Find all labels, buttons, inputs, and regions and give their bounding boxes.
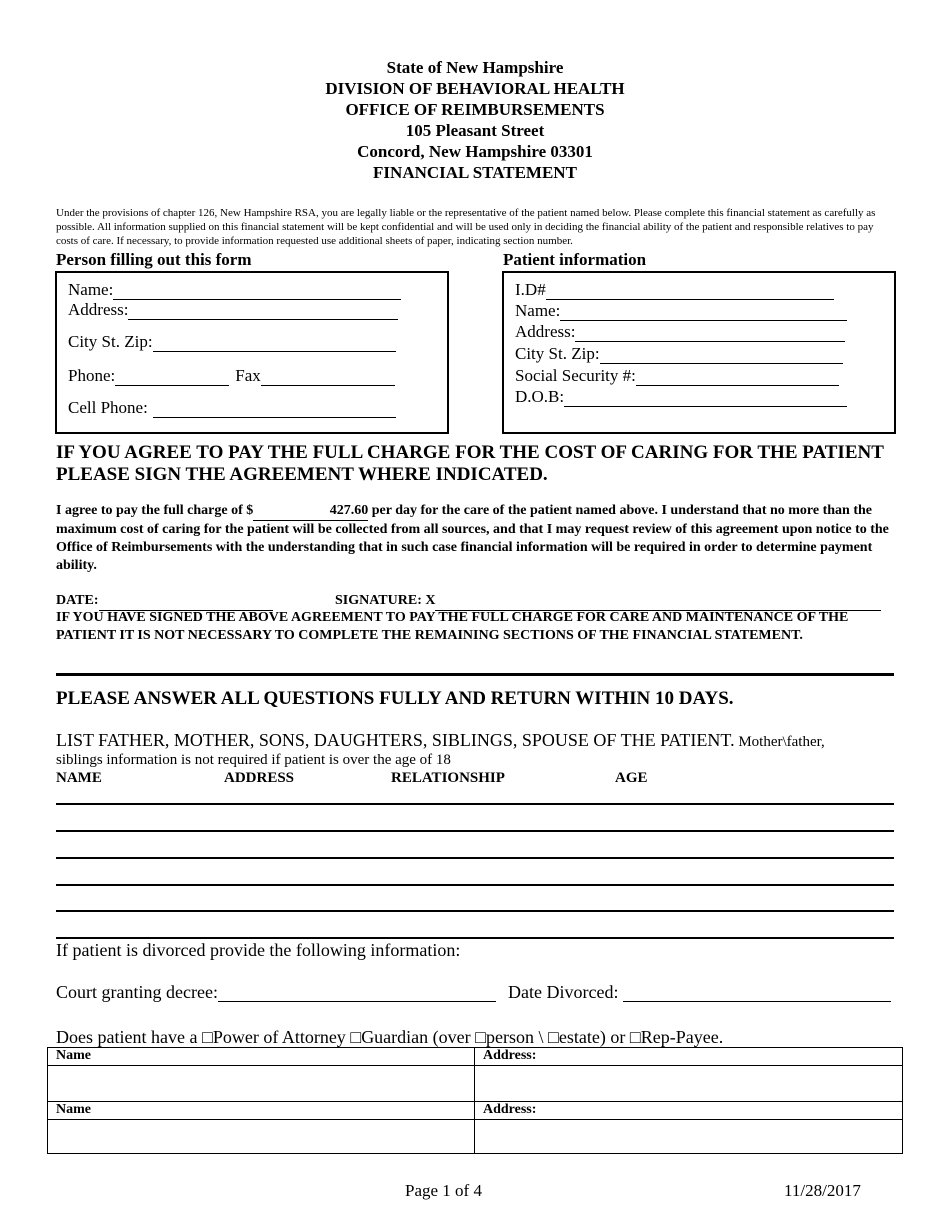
poa-name-cell-1[interactable] xyxy=(48,1066,475,1102)
person-cell-input[interactable] xyxy=(153,399,396,418)
poa-option-label: Power of Attorney xyxy=(212,1027,351,1047)
person-fax-label: Fax xyxy=(235,366,261,385)
estate-checkbox[interactable]: □ xyxy=(548,1027,559,1047)
divorce-intro: If patient is divorced provide the following information: xyxy=(56,940,461,960)
person-address-row xyxy=(68,300,398,320)
relative-row-line[interactable] xyxy=(56,910,894,912)
relative-row-line[interactable] xyxy=(56,857,894,859)
date-divorced-input[interactable] xyxy=(623,983,891,1002)
agreement-text-after: per day for the care of the patient named above. I understand that no more than the maximum cost of caring for the patient will be collected from all sources, and that I may request review of this agreement upon notice to the Office of Reimbursements with the understanding that in such case financial information will be required in order to determine payment ability. xyxy=(56,503,889,573)
poa-name-header-1: Name xyxy=(48,1048,475,1066)
patient-section-title: Patient information xyxy=(503,250,647,269)
patient-address-label: Address: xyxy=(515,322,576,341)
guardian-option-label: Guardian (over xyxy=(361,1027,476,1047)
daily-charge-amount: 427.60 xyxy=(253,502,368,521)
person-checkbox[interactable]: □ xyxy=(475,1027,487,1047)
person-fax-input[interactable] xyxy=(261,367,395,386)
agreement-text-before: I agree to pay the full charge of $ xyxy=(56,503,254,518)
date-label: DATE: xyxy=(56,593,99,608)
relative-row-line[interactable] xyxy=(56,884,894,886)
relative-row-line[interactable] xyxy=(56,937,894,939)
signature-row xyxy=(335,591,881,611)
poa-question-start: Does patient have a xyxy=(56,1027,202,1047)
person-cell-row xyxy=(68,398,396,418)
poa-table xyxy=(47,1047,903,1154)
rep-payee-checkbox[interactable]: □ xyxy=(629,1027,641,1047)
person-name-label: Name: xyxy=(68,280,114,299)
header-street: 105 Pleasant Street xyxy=(405,121,545,140)
person-city-input[interactable] xyxy=(153,333,396,352)
person-phone-row xyxy=(68,366,395,386)
poa-name-cell-2[interactable] xyxy=(48,1120,475,1154)
court-label: Court granting decree: xyxy=(56,982,218,1002)
poa-address-header-1: Address: xyxy=(475,1048,903,1066)
person-cell-label: Cell Phone: xyxy=(68,398,148,417)
poa-question xyxy=(56,1027,723,1048)
relatives-note-a: Mother\father, xyxy=(734,734,825,750)
patient-ssn-row xyxy=(515,366,839,386)
estate-option-label: estate) or xyxy=(558,1027,630,1047)
person-address-label: Address: xyxy=(68,300,129,319)
patient-address-row xyxy=(515,322,845,342)
patient-city-label: City St. Zip: xyxy=(515,344,600,363)
patient-dob-input[interactable] xyxy=(564,388,847,407)
section-divider xyxy=(56,673,894,676)
date-row xyxy=(56,591,273,611)
person-city-row xyxy=(68,332,396,352)
patient-city-input[interactable] xyxy=(600,345,843,364)
relatives-lead: LIST FATHER, MOTHER, SONS, DAUGHTERS, SIBLINGS, SPOUSE OF THE PATIENT. xyxy=(56,730,735,750)
agreement-text xyxy=(56,502,896,575)
court-input[interactable] xyxy=(218,983,496,1002)
person-address-input[interactable] xyxy=(128,301,398,320)
person-phone-label: Phone: xyxy=(68,366,116,385)
patient-dob-label: D.O.B: xyxy=(515,387,565,406)
patient-dob-row xyxy=(515,387,847,407)
patient-address-input[interactable] xyxy=(575,323,845,342)
document-title: FINANCIAL STATEMENT xyxy=(373,163,577,182)
person-section-title: Person filling out this form xyxy=(56,250,252,269)
poa-address-cell-1[interactable] xyxy=(475,1066,903,1102)
page-number: Page 1 of 4 xyxy=(405,1181,482,1200)
poa-checkbox[interactable]: □ xyxy=(201,1027,213,1047)
poa-address-header-2: Address: xyxy=(475,1102,903,1120)
patient-id-label: I.D# xyxy=(515,280,546,299)
agreement-heading: IF YOU AGREE TO PAY THE FULL CHARGE FOR THE COST OF CARING FOR THE PATIENT PLEASE SIGN THE AGREEMENT WHERE INDICATED. xyxy=(56,442,884,485)
header-state: State of New Hampshire xyxy=(386,58,564,77)
person-name-input[interactable] xyxy=(113,281,401,300)
patient-name-input[interactable] xyxy=(560,302,847,321)
patient-ssn-label: Social Security #: xyxy=(515,366,636,385)
rep-payee-option-label: Rep-Payee. xyxy=(640,1027,724,1047)
relatives-instructions xyxy=(56,731,896,752)
poa-name-header-2: Name xyxy=(48,1102,475,1120)
col-relationship: RELATIONSHIP xyxy=(391,770,505,786)
header-city: Concord, New Hampshire 03301 xyxy=(357,142,593,161)
intro-paragraph: Under the provisions of chapter 126, New Hampshire RSA, you are legally liable or the representative of the patient named below. Please complete this financial statement as carefully as possible. All information supplied on this financial statement will be kept confidential and will be used only in deciding the financial ability of the patient and responsible relatives to pay costs of care. If necessary, to provide information requested use additional sheets of paper, indicating section number. xyxy=(56,207,876,247)
patient-city-row xyxy=(515,344,843,364)
patient-id-row xyxy=(515,280,834,300)
court-row xyxy=(56,982,496,1002)
date-divorced-row xyxy=(508,982,891,1002)
header-office: OFFICE OF REIMBURSEMENTS xyxy=(345,100,605,119)
person-option-label: person \ xyxy=(486,1027,549,1047)
poa-address-cell-2[interactable] xyxy=(475,1120,903,1154)
date-divorced-label: Date Divorced: xyxy=(508,982,619,1002)
col-age: AGE xyxy=(615,770,648,786)
signature-label: SIGNATURE: X xyxy=(335,593,436,608)
person-phone-input[interactable] xyxy=(115,367,229,386)
relative-row-line[interactable] xyxy=(56,830,894,832)
header-division: DIVISION OF BEHAVIORAL HEALTH xyxy=(325,79,625,98)
patient-name-row xyxy=(515,301,847,321)
relatives-note-b: siblings information is not required if patient is over the age of 18 xyxy=(56,752,451,768)
patient-id-input[interactable] xyxy=(546,281,834,300)
questions-heading: PLEASE ANSWER ALL QUESTIONS FULLY AND RETURN WITHIN 10 DAYS. xyxy=(56,688,734,709)
col-name: NAME xyxy=(56,770,102,786)
guardian-checkbox[interactable]: □ xyxy=(350,1027,362,1047)
person-name-row xyxy=(68,280,401,300)
footer-date: 11/28/2017 xyxy=(784,1181,861,1200)
relative-row-line[interactable] xyxy=(56,803,894,805)
patient-name-label: Name: xyxy=(515,301,561,320)
document-header xyxy=(0,57,950,183)
person-city-label: City St. Zip: xyxy=(68,332,153,351)
signed-note: IF YOU HAVE SIGNED THE ABOVE AGREEMENT TO PAY THE FULL CHARGE FOR CARE AND MAINTENANCE OF THE PATIENT IT IS NOT NECESSARY TO COMPLETE THE REMAINING SECTIONS OF THE FINANCIAL STATEMENT. xyxy=(56,610,849,643)
col-address: ADDRESS xyxy=(224,770,295,786)
patient-ssn-input[interactable] xyxy=(636,367,839,386)
